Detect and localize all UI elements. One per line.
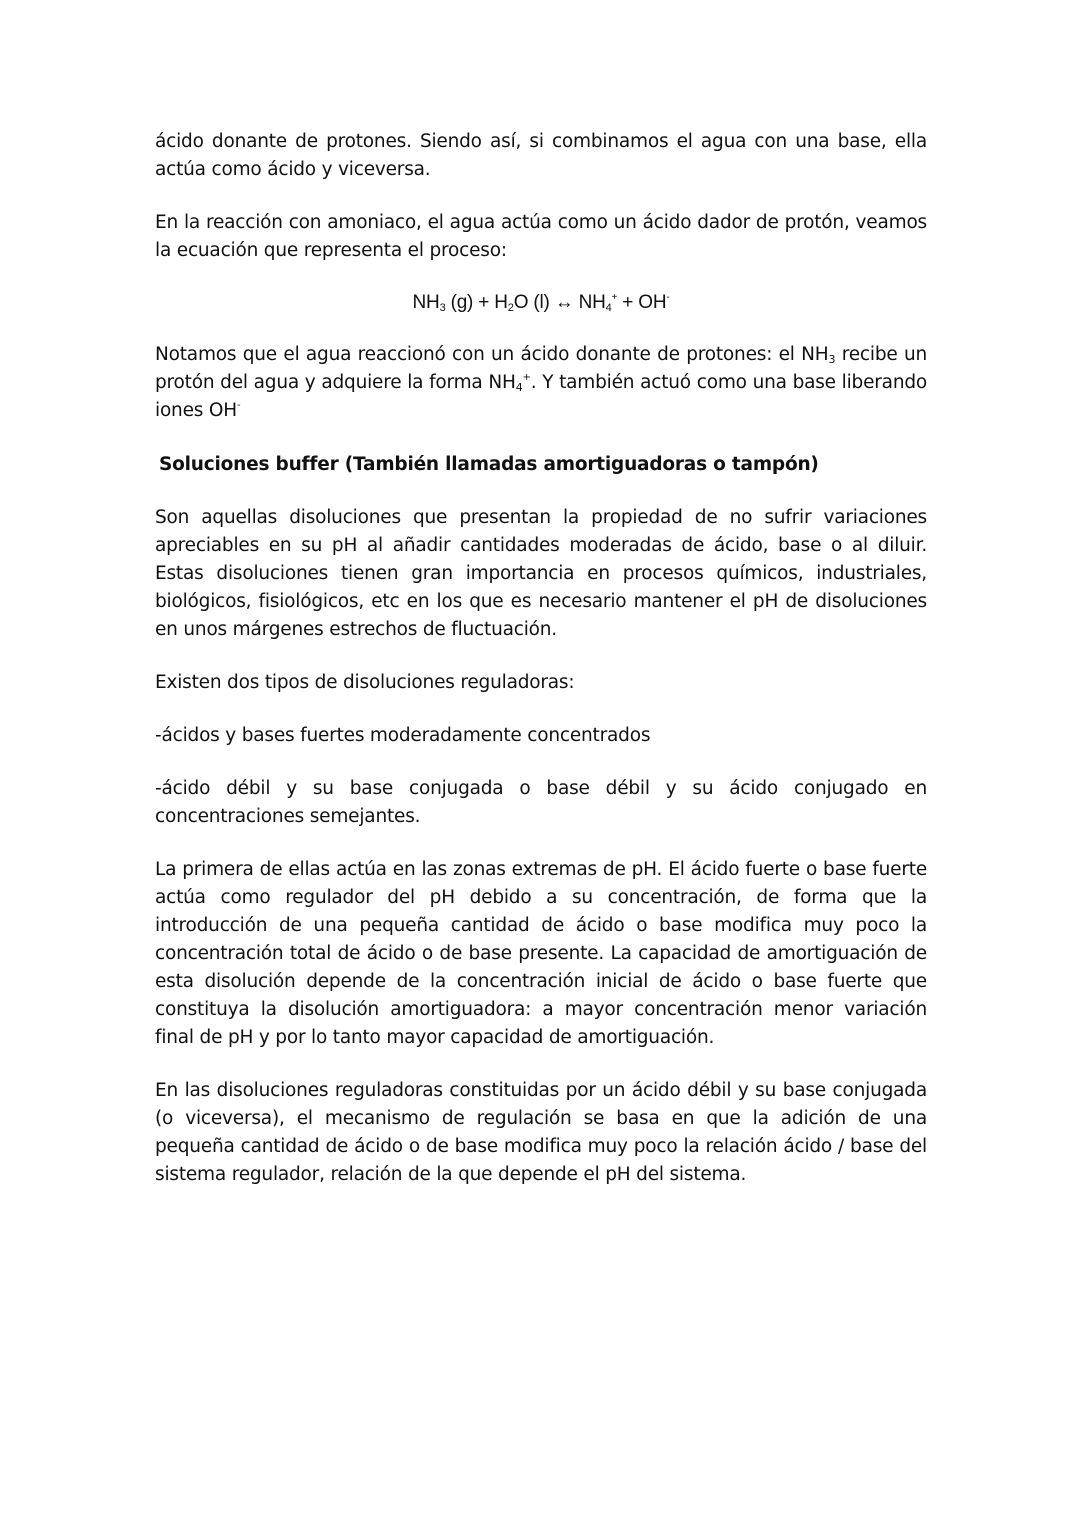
- equation-water: $(g) + H_2O$ (l) ↔ $NH_4^+$: [445, 292, 618, 314]
- list-item-weak-acid: -ácido débil y su base conjugada o base débil y su ácido conjugado en concentraciones semejantes.: [155, 778, 927, 827]
- equation-nh3: $NH_3$: [412, 292, 446, 314]
- paragraph-second-type: En las disoluciones reguladoras constituidas por un ácido débil y su base conjugada (o viceversa), el mecanismo de regulación se basa en que la adición de una pequeña cantidad de ácido o de base modifica muy poco la relación ácido / base del sistema regulador, relación de la que depende el pH del sistema.: [155, 1080, 927, 1185]
- document-body: [155, 128, 927, 1189]
- list-item-strong-acids: -ácidos y bases fuertes moderadamente concentrados: [155, 725, 651, 746]
- paragraph-first-type: La primera de ellas actúa en las zonas extremas de pH. El ácido fuerte o base fuerte actúa como regulador del pH debido a su concentración, de forma que la introducción de una pequeña cantidad de ácido o base modifica muy poco la concentración total de ácido o de base presente. La capacidad de amortiguación de esta disolución depende de la concentración inicial de ácido o base fuerte que constituya la disolución amortiguadora: a mayor concentración menor variación final de pH y por lo tanto mayor capacidad de amortiguación.: [155, 859, 927, 1048]
- section-heading-buffer: Soluciones buffer (También llamadas amortiguadoras o tampón): [159, 454, 819, 475]
- paragraph-acid-donor: ácido donante de protones. Siendo así, si combinamos el agua con una base, ella actúa como ácido y viceversa.: [155, 131, 927, 180]
- paragraph-ammonia-reaction: En la reacción con amoniaco, el agua actúa como un ácido dador de protón, veamos la ecuación que representa el proceso:: [155, 212, 927, 261]
- paragraph-buffer-definition: Son aquellas disoluciones que presentan la propiedad de no sufrir variaciones apreciables en su pH al añadir cantidades moderadas de ácido, base o al diluir. Estas disoluciones tienen gran importancia en procesos químicos, industriales, biológicos, fisiológicos, etc en los que es necesario mantener el pH de disoluciones en unos márgenes estrechos de fluctuación.: [155, 507, 927, 640]
- paragraph-buffer-types: Existen dos tipos de disoluciones reguladoras:: [155, 672, 575, 693]
- equation-hydroxide: + OH-: [617, 292, 670, 313]
- chemical-equation: [155, 289, 927, 317]
- paragraph-water-amphoteric: Notamos que el agua reaccionó con un ácido donante de protones: el $NH_3$ recibe un protón del agua y adquiere la forma $NH_4^+$. Y también actuó como una base liberando iones OH-: [155, 344, 928, 421]
